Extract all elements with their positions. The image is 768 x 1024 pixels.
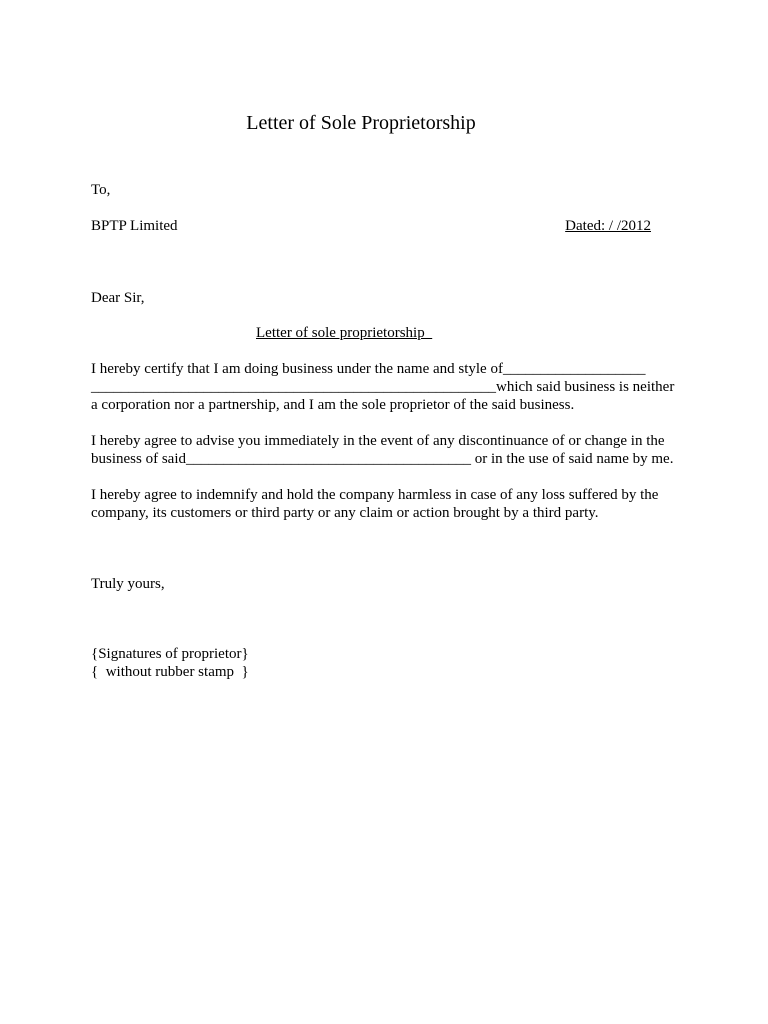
paragraph-line: company, its customers or third party or any claim or action brought by a third party. [91, 505, 599, 521]
paragraph-line: I hereby certify that I am doing business under the name and style of___________________ [91, 361, 646, 377]
stamp-note: { without rubber stamp } [91, 664, 249, 680]
paragraph-indemnify [91, 486, 691, 522]
signature-line: {Signatures of proprietor} [91, 646, 249, 662]
salutation: Dear Sir, [91, 290, 145, 306]
paragraph-certify [91, 360, 691, 414]
paragraph-line: business of said______________________________________ or in the use of said name by me. [91, 451, 674, 467]
recipient-name: BPTP Limited [91, 218, 178, 234]
paragraph-line: ______________________________________________________which said business is neither [91, 379, 675, 395]
date-field: Dated: / /2012 [565, 218, 651, 234]
paragraph-line: a corporation nor a partnership, and I am the sole proprietor of the said business. [91, 397, 575, 413]
paragraph-advise [91, 432, 691, 468]
subject-line: Letter of sole proprietorship [256, 325, 433, 341]
address-to: To, [91, 182, 111, 198]
document-title: Letter of Sole Proprietorship [246, 112, 476, 134]
paragraph-line: I hereby agree to indemnify and hold the company harmless in case of any loss suffered by the [91, 487, 659, 503]
closing: Truly yours, [91, 576, 165, 592]
paragraph-line: I hereby agree to advise you immediately in the event of any discontinuance of or change in the [91, 433, 665, 449]
